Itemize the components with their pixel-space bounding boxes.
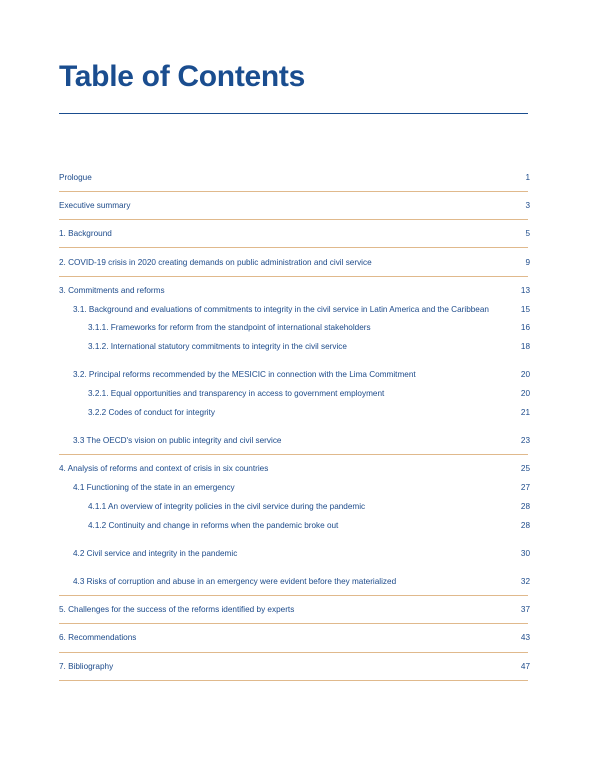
toc-entry-3-2-2[interactable] (59, 406, 530, 420)
toc-entry-page: 13 (520, 286, 530, 295)
toc-entry-label: 4.1.2 Continuity and change in reforms when the pandemic broke out (88, 521, 339, 530)
toc-entry-covid-crisis[interactable] (59, 256, 530, 270)
toc-entry-page: 5 (525, 229, 530, 238)
toc-entry-page: 43 (520, 633, 530, 642)
toc-divider (59, 191, 528, 192)
toc-entry-label: 3.3 The OECD's vision on public integrity and civil service (73, 436, 282, 445)
toc-entry-page: 37 (520, 605, 530, 614)
toc-entry-4-3[interactable] (59, 575, 530, 589)
toc-entry-3-1-2[interactable] (59, 340, 530, 354)
toc-entry-page: 28 (520, 502, 530, 511)
toc-entry-page: 15 (520, 305, 530, 314)
toc-entry-label: Prologue (59, 173, 92, 182)
toc-entry-page: 28 (520, 521, 530, 530)
toc-entry-label: 1. Background (59, 229, 112, 238)
toc-entry-page: 16 (520, 323, 530, 332)
toc-entry-label: 3.1.1. Frameworks for reform from the standpoint of international stakeholders (88, 323, 371, 332)
toc-entry-label: 3.2. Principal reforms recommended by the MESICIC in connection with the Lima Commitment (73, 370, 416, 379)
toc-entry-label: 7. Bibliography (59, 662, 114, 671)
toc-entry-background[interactable] (59, 227, 530, 241)
toc-entry-3-1[interactable] (59, 303, 530, 317)
toc-divider (59, 247, 528, 248)
toc-entry-4-1-1[interactable] (59, 500, 530, 514)
toc-entry-label: 4.2 Civil service and integrity in the pandemic (73, 549, 238, 558)
toc-entry-page: 21 (520, 408, 530, 417)
toc-entry-page: 30 (520, 549, 530, 558)
toc-entry-prologue[interactable] (59, 171, 530, 185)
toc-entry-page: 20 (520, 370, 530, 379)
toc-entry-challenges[interactable] (59, 603, 530, 617)
toc-entry-label: 3. Commitments and reforms (59, 286, 165, 295)
toc-entry-page: 18 (520, 342, 530, 351)
toc-entry-4-1-2[interactable] (59, 519, 530, 533)
toc-entry-label: 3.2.2 Codes of conduct for integrity (88, 408, 215, 417)
toc-divider (59, 623, 528, 624)
toc-divider (59, 454, 528, 455)
toc-entry-4-2[interactable] (59, 547, 530, 561)
toc-entry-recommendations[interactable] (59, 631, 530, 645)
title-divider (59, 113, 528, 114)
toc-entry-page: 47 (520, 662, 530, 671)
toc-entry-label: 3.1.2. International statutory commitments to integrity in the civil service (88, 342, 347, 351)
toc-entry-label: 4.1.1 An overview of integrity policies in the civil service during the pandemic (88, 502, 366, 511)
toc-entry-label: 4.1 Functioning of the state in an emergency (73, 483, 235, 492)
toc-divider (59, 276, 528, 277)
toc-entry-analysis[interactable] (59, 462, 530, 476)
toc-entry-label: 4.3 Risks of corruption and abuse in an emergency were evident before they materialized (73, 577, 397, 586)
toc-entry-page: 1 (525, 173, 530, 182)
toc-entry-page: 25 (520, 464, 530, 473)
toc-entry-3-3[interactable] (59, 434, 530, 448)
toc-divider (59, 680, 528, 681)
toc-entry-label: 3.2.1. Equal opportunities and transparency in access to government employment (88, 389, 385, 398)
toc-entry-page: 27 (520, 483, 530, 492)
toc-entry-page: 32 (520, 577, 530, 586)
toc-entry-label: 6. Recommendations (59, 633, 137, 642)
toc-entry-page: 20 (520, 389, 530, 398)
toc-divider (59, 595, 528, 596)
toc-entry-label: Executive summary (59, 201, 131, 210)
toc-entry-label: 5. Challenges for the success of the reforms identified by experts (59, 605, 295, 614)
toc-entry-label: 3.1. Background and evaluations of commitments to integrity in the civil service in Latin America and the Caribbean (73, 305, 489, 314)
toc-entry-4-1[interactable] (59, 481, 530, 495)
toc-entry-bibliography[interactable] (59, 660, 530, 674)
toc-entry-3-2-1[interactable] (59, 387, 530, 401)
toc-divider (59, 219, 528, 220)
toc-divider (59, 652, 528, 653)
toc-entry-3-1-1[interactable] (59, 321, 530, 335)
toc-entry-page: 3 (525, 201, 530, 210)
toc-entry-page: 9 (525, 258, 530, 267)
toc-entry-label: 4. Analysis of reforms and context of crisis in six countries (59, 464, 269, 473)
toc-entry-3-2[interactable] (59, 368, 530, 382)
page-title: Table of Contents (59, 60, 306, 93)
toc-entry-label: 2. COVID-19 crisis in 2020 creating demands on public administration and civil service (59, 258, 372, 267)
toc-entry-executive-summary[interactable] (59, 199, 530, 213)
toc-entry-commitments-reforms[interactable] (59, 284, 530, 298)
toc-entry-page: 23 (520, 436, 530, 445)
